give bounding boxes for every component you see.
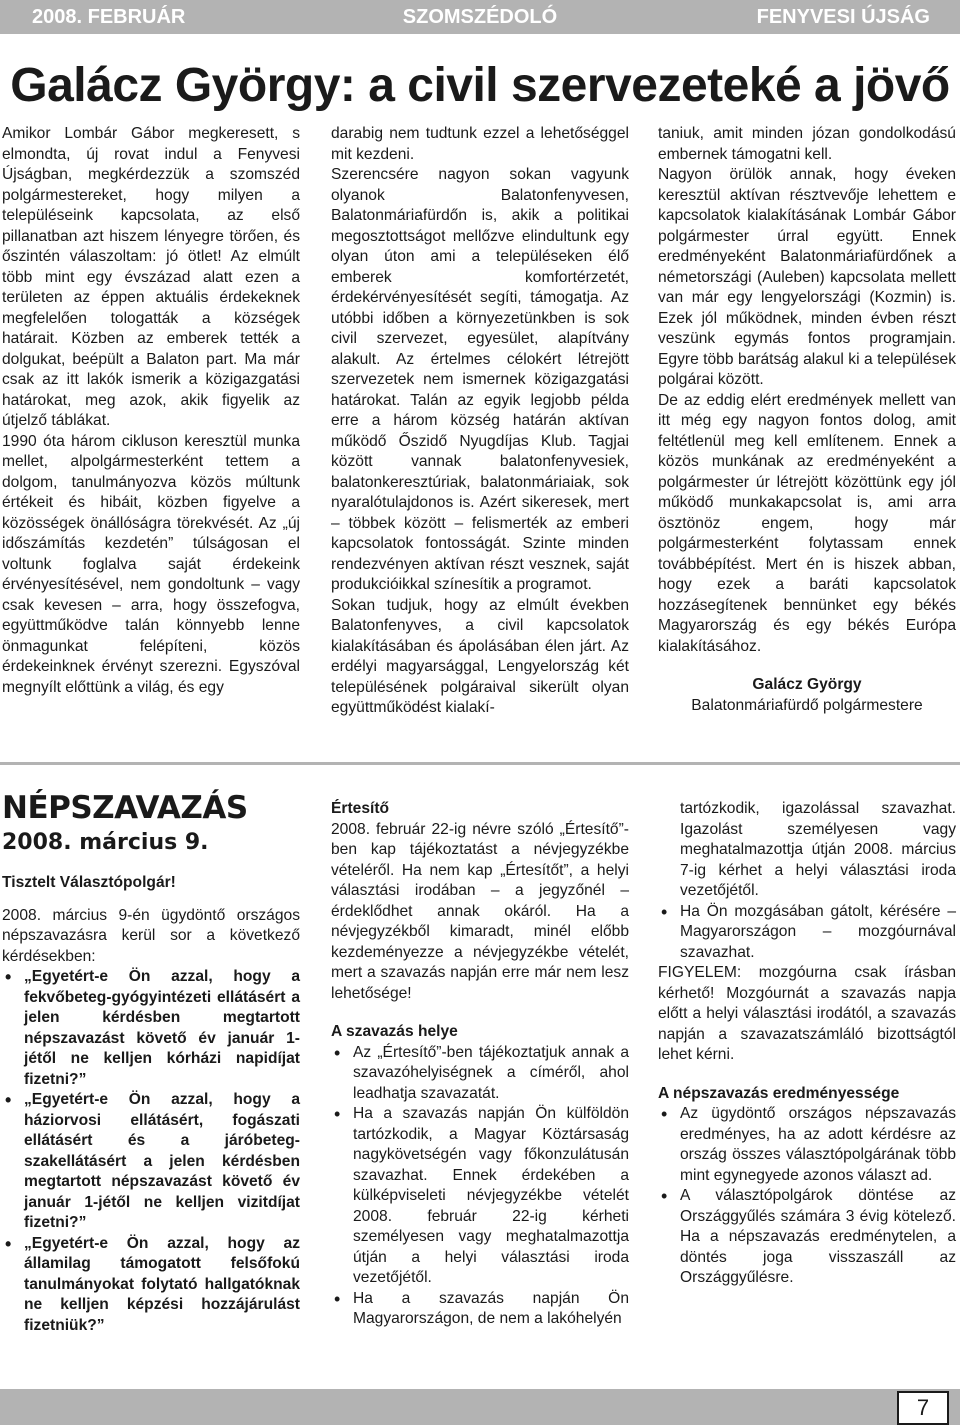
list-item: • „Egyetért-e Ön azzal, hogy az államilag támogatott felsőfokú tanulmányokat folytató hallgatóknak ne kelljen képzési hozzájárulást fizetniük?” <box>2 1234 300 1337</box>
result-heading: A népszavazás eredményessége <box>658 1084 900 1102</box>
notice-heading: Értesítő <box>331 800 390 817</box>
signature <box>658 675 956 716</box>
paragraph: taniuk, amit minden józan gondolkodású embernek támogatni kell. <box>658 125 956 163</box>
header-date: 2008. FEBRUÁR <box>32 6 186 28</box>
question-list <box>2 967 300 1336</box>
paragraph: Nagyon örülök annak, hogy éveken keresztül aktívan résztvevője lehettem e kapcsolatok kialakításának Lombár Gábor polgármester úrral együtt. Ennek eredményeként Balatonmáriafürdőnek a németországi (Auleben) kapcsolata mellett van már egy lengyelországi (Kozmin) is. Ezek jól működnek, minden évben részt veszünk egymás fontos programjain. Egyre több barátság alakul ki a települések polgárai között. <box>658 166 956 388</box>
referendum-column-3 <box>658 799 956 1289</box>
list-item: • „Egyetért-e Ön azzal, hogy a fekvőbeteg-gyógyintézeti ellátásért a jelen kérdésben megtartott népszavazást követő év január 1-jétől ne kelljen kórházi napidíjat fizetni?” <box>2 967 300 1090</box>
list-item: • Az ügydöntő országos népszavazás eredményes, ha az adott kérdésre az ország összes választópolgárának több mint egynegyede azonos választ ad. <box>658 1104 956 1186</box>
paragraph: Amikor Lombár Gábor megkeresett, s elmondta, új rovat indul a Fenyvesi Újságban, megkérdezzük a szomszéd polgármestereket, hogy milyen a településeink kapcsolata, az első pillanatban azt hiszem lényegre törően, és őszintén válaszoltam: jó ötlet! Az elmúlt több mint egy évszázad alatt ezen a területen az éppen aktuális érdekeknek megfelelően tologatták a községek határait. Közben az emberek tették a dolgukat, beépült a Balaton part. Ma már csak az itt lakók ismerik a közigazgatási határokat, meg azok, akik figyelik az útjelző táblákat. <box>2 125 300 429</box>
result-list <box>658 1104 956 1289</box>
list-item: • A választópolgárok döntése az Országgyűlés számára 3 évig kötelező. Ha a népszavazás eredménytelen, a döntés joga visszaszáll az Országgyűlésre. <box>658 1186 956 1289</box>
notice-text: 2008. február 22-ig névre szóló „Értesítő”-ben kap tájékoztatást a névjegyzékbe vételéről. Ha nem kap „Értesítőt”, a helyi választási irodában – a jegyzőnél – érdeklődhet annak okáról. Ha a névjegyzékből kimaradt, minél előbb kezdeményezze a névjegyzékbe vételét, mert a szavazás napján erre már nem lesz lehetősége! <box>331 820 629 1002</box>
greeting: Tisztelt Választópolgár! <box>2 874 176 891</box>
paragraph: De az eddig elért eredmények mellett van itt még egy nagyon fontos dolog, amit feltétlenül meg kell említenem. Ennek a közös munkának az eredményeként a polgármester úr létrejött közöttünk egy jól működő munkakapcsolat is, ami arra ösztönöz engem, hogy már polgármesterként folytassam ennek továbbépítést. Mert én is hiszek abban, hogy ezek a baráti kapcsolatok hozzásegítenek bennünket egy békés Magyarország és egy békés Európa kialakításához. <box>658 391 956 655</box>
referendum-column-1 <box>2 873 300 1336</box>
list-item: • Ha a szavazás napján Ön Magyarországon, de nem a lakóhelyén <box>331 1289 629 1330</box>
intro: 2008. március 9-én ügydöntő országos népszavazásra kerül sor a következő kérdésekben: <box>2 906 300 965</box>
referendum-title: NÉPSZAVAZÁS <box>2 790 248 826</box>
place-list <box>331 1043 629 1330</box>
place-list-extra <box>658 902 956 964</box>
page-number: 7 <box>897 1391 949 1425</box>
list-item: • „Egyetért-e Ön azzal, hogy a háziorvosi ellátásért, fogászati ellátásért és a járóbeteg-szakellátásért a jelen kérdésben megtartott népszavazást követő év január 1-jétől ne kelljen vizitdíjat fizetni?” <box>2 1090 300 1234</box>
list-item: • Ha a szavazás napján Ön külföldön tartózkodik, a Magyar Köztársaság nagykövetségén vagy főkonzulátusán szavazhat. Ennek érdekében a külképviseleti névjegyzékbe vételét 2008. február 22-ig kérheti személyesen vagy meghatalmazottja útján a helyi választási iroda vezetőjétől. <box>331 1104 629 1289</box>
place-heading: A szavazás helye <box>331 1023 458 1040</box>
paragraph: darabig nem tudtunk ezzel a lehetőséggel mit kezdeni. <box>331 125 629 163</box>
article-column-3 <box>658 124 956 716</box>
list-item: • Ha Ön mozgásában gátolt, kérésére – Magyarországon – mozgóurnával szavazhat. <box>658 902 956 964</box>
paragraph: Szerencsére nagyon sokan vagyunk olyanok Balatonfenyvesen, Balatonmáriafürdőn is, akik a politikai megosztottságot mellőzve elindultunk egy olyan úton ami a településeken élő emberek komfortérzetét, érdekérvényesítését segíti, támogatja. Az utóbbi időben a környezetünkben is sok civil szervezet, egyesület, alapítvány alakult. Az értelmes célokért létrejött szervezetek nem ismernek közigazgatási határokat. Talán az egyik legjobb példa erre a három község határán aktívan működő Őszidő Nyugdíjas Klub. Tagjai között vannak balatonfenyvesiek, balatonkeresztúriak, balatonmáriaiak, sok nyaralótulajdonos is. Azért sikeresek, mert – többek között – felismerték az emberi kapcsolatok fontosságát. Szinte minden rendezvényen aktívan részt vesznek, saját produkcióikkal színesítik a programot. <box>331 166 629 593</box>
place-list-continued <box>658 799 956 902</box>
header-section: SZOMSZÉDOLÓ <box>402 6 558 28</box>
article-title: Galácz György: a civil szervezeteké a jövő <box>10 59 950 112</box>
paragraph: Sokan tudjuk, hogy az elmúlt években Balatonfenyves, a civil kapcsolatok kialakításában és ápolásában élen járt. Az erdélyi magyarsággal, Lengyelország két településének polgáraival sikerült olyan együttműködést kialakí- <box>331 596 629 716</box>
paragraph: 1990 óta három cikluson keresztül munka mellet, alpolgármesterként tettem a dolgom, tanulmányozva közös múltunk értékeit és hibáit, közben figyelve a közösségek önállóságra törekvését. Az „új időszámítás kezdetén” túlságosan el voltunk foglalva saját érdekeink érvényesítésével, nem gondoltunk – vagy csak kevesen – arra, hogy összefogva, együttműködve talán könnyebb lenne önmagunkat felépíteni, közös érdekeinknek érvényt szerezni. Egyszóval megnyílt előttünk a világ, és egy <box>2 432 300 696</box>
signature-role: Balatonmáriafürdő polgármestere <box>691 696 923 714</box>
section-divider <box>0 762 960 765</box>
list-item: tartózkodik, igazolással szavazhat. Igazolást személyesen vagy meghatalmazottja útján 2008. március 7-ig kérhet a helyi választási iroda vezetőjétől. <box>680 800 956 899</box>
referendum-date: 2008. március 9. <box>2 830 209 855</box>
warning-text: FIGYELEM: mozgóurna csak írásban kérhető! Mozgóurnát a szavazás napja előtt a helyi választási irodától, a szavazás napján a szavazatszámláló bizottságtól lehet kérni. <box>658 964 956 1063</box>
article-column-2 <box>331 124 629 719</box>
header-publication: FENYVESI ÚJSÁG <box>756 6 930 28</box>
referendum-column-2 <box>331 799 629 1330</box>
article-column-1 <box>2 124 300 698</box>
signature-name: Galácz György <box>752 676 862 693</box>
page-header <box>0 0 960 34</box>
page-footer <box>0 1389 960 1425</box>
list-item: • Az „Értesítő”-ben tájékoztatjuk annak a szavazóhelyiségnek a címéről, ahol leadhatja szavazatát. <box>331 1043 629 1105</box>
